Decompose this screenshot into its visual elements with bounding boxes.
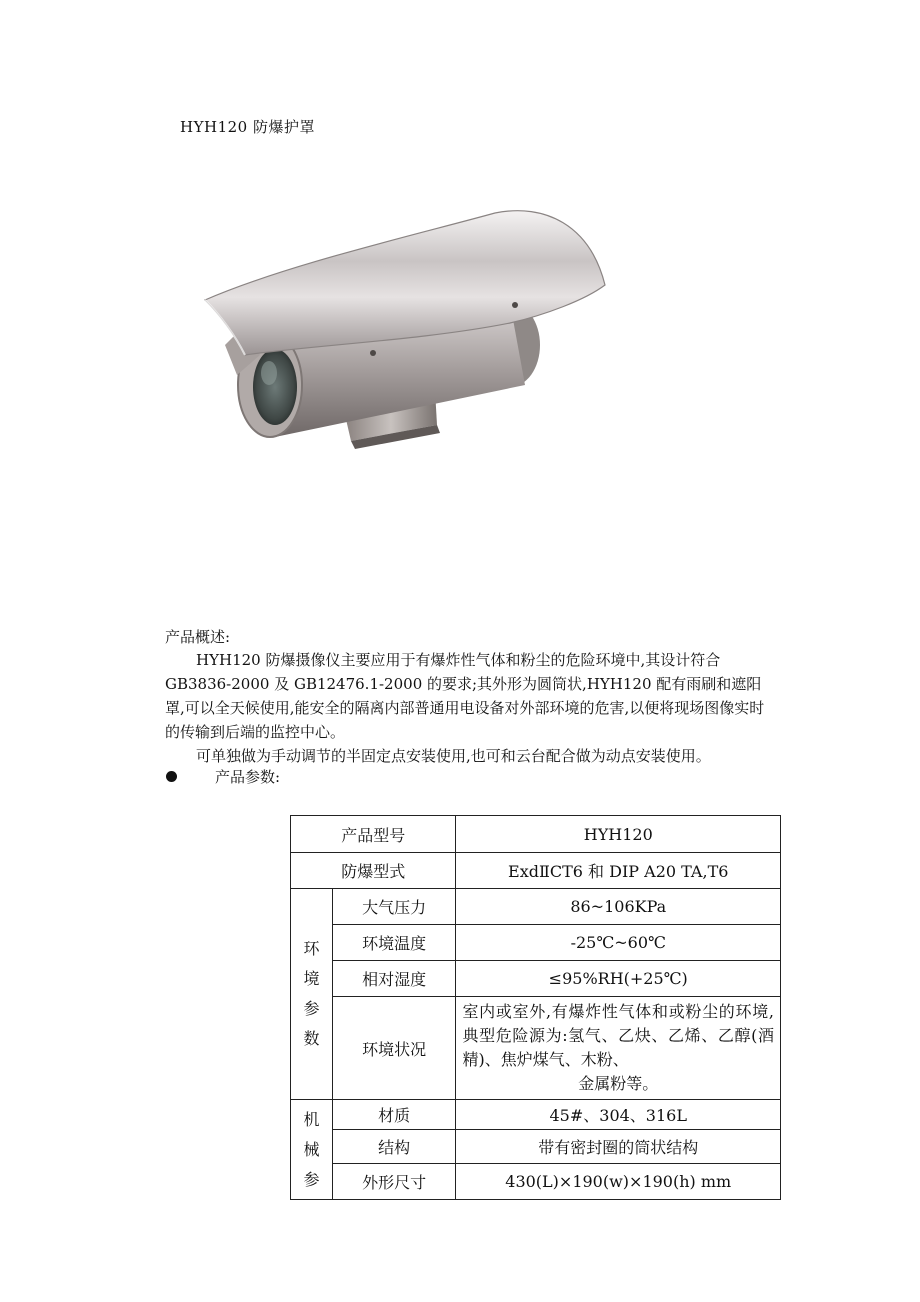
env-temp-label: 环境温度 xyxy=(332,925,456,961)
table-row xyxy=(291,816,781,853)
bullet-icon xyxy=(166,771,177,782)
env-pressure-label: 大气压力 xyxy=(332,889,456,925)
structure-value: 带有密封圈的筒状结构 xyxy=(456,1130,781,1164)
dimensions-label: 外形尺寸 xyxy=(332,1164,456,1200)
table-row xyxy=(291,1164,781,1200)
table-row xyxy=(291,925,781,961)
env-pressure-value: 86~106KPa xyxy=(456,889,781,925)
env-condition-value: 室内或室外,有爆炸性气体和或粉尘的环境,典型危险源为:氢气、乙炔、乙烯、乙醇(酒精)、焦炉煤气、木粉、 金属粉等。 xyxy=(456,997,781,1100)
params-heading: 产品参数: xyxy=(215,768,281,786)
env-group-label: 环 境 参 数 xyxy=(291,889,333,1100)
overview-text xyxy=(165,648,765,768)
ex-value: ExdⅡCT6 和 DIP A20 TA,T6 xyxy=(456,853,781,889)
ex-label: 防爆型式 xyxy=(291,853,456,889)
dimensions-value: 430(L)×190(w)×190(h) mm xyxy=(456,1164,781,1200)
material-label: 材质 xyxy=(332,1100,456,1130)
env-temp-value: -25℃~60℃ xyxy=(456,925,781,961)
overview-heading: 产品概述: xyxy=(165,628,231,646)
material-value: 45#、304、316L xyxy=(456,1100,781,1130)
overview-paragraph-1: HYH120 防爆摄像仪主要应用于有爆炸性气体和粉尘的危险环境中,其设计符合 GB3836-2000 及 GB12476.1-2000 的要求;其外形为圆筒状,HYH120 配有雨刷和遮阳罩,可以全天候使用,能安全的隔离内部普通用电设备对外部环境的危害,以便将现场图像实时的传输到后端的监控中心。 xyxy=(165,651,765,741)
table-row xyxy=(291,853,781,889)
model-value: HYH120 xyxy=(456,816,781,853)
product-photo xyxy=(165,205,615,450)
env-humidity-label: 相对湿度 xyxy=(332,961,456,997)
structure-label: 结构 xyxy=(332,1130,456,1164)
table-row xyxy=(291,1130,781,1164)
table-row xyxy=(291,1100,781,1130)
table-row xyxy=(291,889,781,925)
table-row xyxy=(291,961,781,997)
env-humidity-value: ≤95%RH(+25℃) xyxy=(456,961,781,997)
model-label: 产品型号 xyxy=(291,816,456,853)
page-title: HYH120 防爆护罩 xyxy=(180,118,315,136)
mech-group-label: 机 械 参 xyxy=(291,1100,333,1200)
table-row xyxy=(291,997,781,1100)
params-table xyxy=(290,815,781,1200)
env-condition-label: 环境状况 xyxy=(332,997,456,1100)
overview-paragraph-2: 可单独做为手动调节的半固定点安装使用,也可和云台配合做为动点安装使用。 xyxy=(196,747,711,765)
